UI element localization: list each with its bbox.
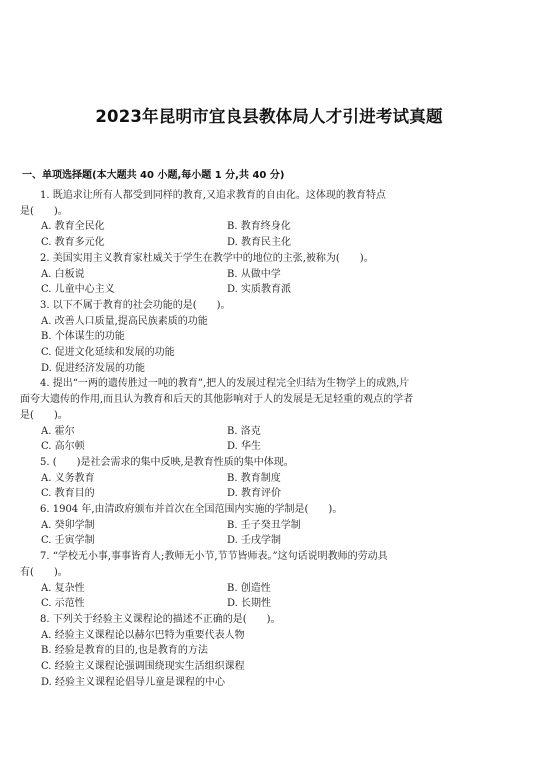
question-text: 4. 提出“一两的遗传胜过一吨的教育”,把人的发展过程完全归结为生物学上的成熟,片: [40, 378, 410, 390]
question-text: 7. “学校无小事,事事皆育人;教师无小节,节节皆师表。”这句话说明教师的劳动具: [40, 551, 388, 563]
question-6: [20, 502, 480, 549]
question-8: [20, 612, 480, 691]
option-d: D. 教育评价: [227, 488, 282, 500]
options: [41, 518, 480, 549]
question-4: [20, 376, 480, 455]
option-d: D. 教育民主化: [227, 237, 292, 249]
question-7: [20, 549, 480, 612]
option-b: B. 教育终身化: [227, 221, 291, 233]
question-text-cont: 面夸大遗传的作用,而且认为教育和后天的其他影响对于人的发展是无足轻重的观点的学者: [20, 394, 414, 406]
question-text: 6. 1904 年,由清政府颁布并首次在全国范围内实施的学制是( )。: [40, 504, 343, 516]
option-a: A. 癸卯学制: [41, 519, 95, 531]
options: [41, 471, 480, 502]
option-b: B. 经验是教育的目的,也是教育的方法: [41, 645, 208, 657]
option-c: C. 促进文化延续和发展的功能: [41, 347, 175, 359]
question-text-cont: 是( )。: [20, 205, 68, 217]
options: [41, 581, 480, 612]
option-a: A. 复杂性: [41, 582, 85, 594]
option-c: C. 示范性: [41, 598, 85, 610]
option-d: D. 壬戌学制: [227, 535, 282, 547]
option-c: C. 教育多元化: [41, 237, 105, 249]
question-2: [20, 251, 480, 298]
question-text: 1. 既追求让所有人都受到同样的教育,又追求教育的自由化。这体现的教育特点: [40, 190, 386, 201]
option-d: D. 长期性: [227, 598, 272, 610]
option-a: A. 义务教育: [41, 472, 95, 484]
question-text: 2. 美国实用主义教育家杜威关于学生在教学中的地位的主张,被称为( )。: [40, 252, 374, 264]
question-text-cont: 是( )。: [20, 409, 68, 421]
option-a: A. 教育全民化: [41, 221, 105, 233]
option-b: B. 壬子癸丑学制: [227, 519, 301, 531]
option-c: C. 教育目的: [41, 488, 95, 500]
option-c: C. 儿童中心主义: [41, 284, 115, 296]
option-c: C. 壬寅学制: [41, 535, 95, 547]
option-b: B. 教育制度: [227, 472, 281, 484]
option-b: B. 创造性: [227, 582, 271, 594]
option-d: D. 经验主义课程论倡导儿童是课程的中心: [41, 676, 226, 688]
option-a: A. 霍尔: [41, 425, 75, 437]
option-c: C. 经验主义课程论强调围绕现实生活组织课程: [41, 661, 245, 673]
option-c: C. 高尔顿: [41, 441, 85, 453]
options: [41, 219, 480, 250]
options: [41, 267, 480, 298]
question-text-cont: 有( )。: [20, 566, 68, 578]
option-b: B. 洛克: [227, 425, 261, 437]
option-a: A. 改善人口质量,提高民族素质的功能: [41, 315, 208, 327]
question-text: 5. ( )是社会需求的集中反映,是教育性质的集中体现。: [40, 456, 294, 468]
option-d: D. 促进经济发展的功能: [41, 362, 146, 374]
section-heading: 一、单项选择题(本大题共 40 小题,每小题 1 分,共 40 分): [22, 170, 285, 181]
page-title: 2023年昆明市宜良县教体局人才引进考试真题: [95, 107, 443, 126]
option-d: D. 实质教育派: [227, 284, 292, 296]
question-text: 3. 以下不属于教育的社会功能的是( )。: [40, 299, 231, 311]
option-d: D. 华生: [227, 441, 262, 453]
question-text: 8. 下列关于经验主义课程论的描述不正确的是( )。: [40, 613, 281, 625]
option-b: B. 个体谋生的功能: [41, 331, 125, 343]
question-5: [20, 455, 480, 502]
question-3: [20, 298, 480, 377]
question-list: [20, 188, 480, 691]
options: [41, 424, 480, 455]
option-b: B. 从做中学: [227, 268, 281, 280]
option-a: A. 经验主义课程论以赫尔巴特为重要代表人物: [41, 629, 245, 641]
question-1: [20, 188, 480, 251]
option-a: A. 白板说: [41, 268, 85, 280]
